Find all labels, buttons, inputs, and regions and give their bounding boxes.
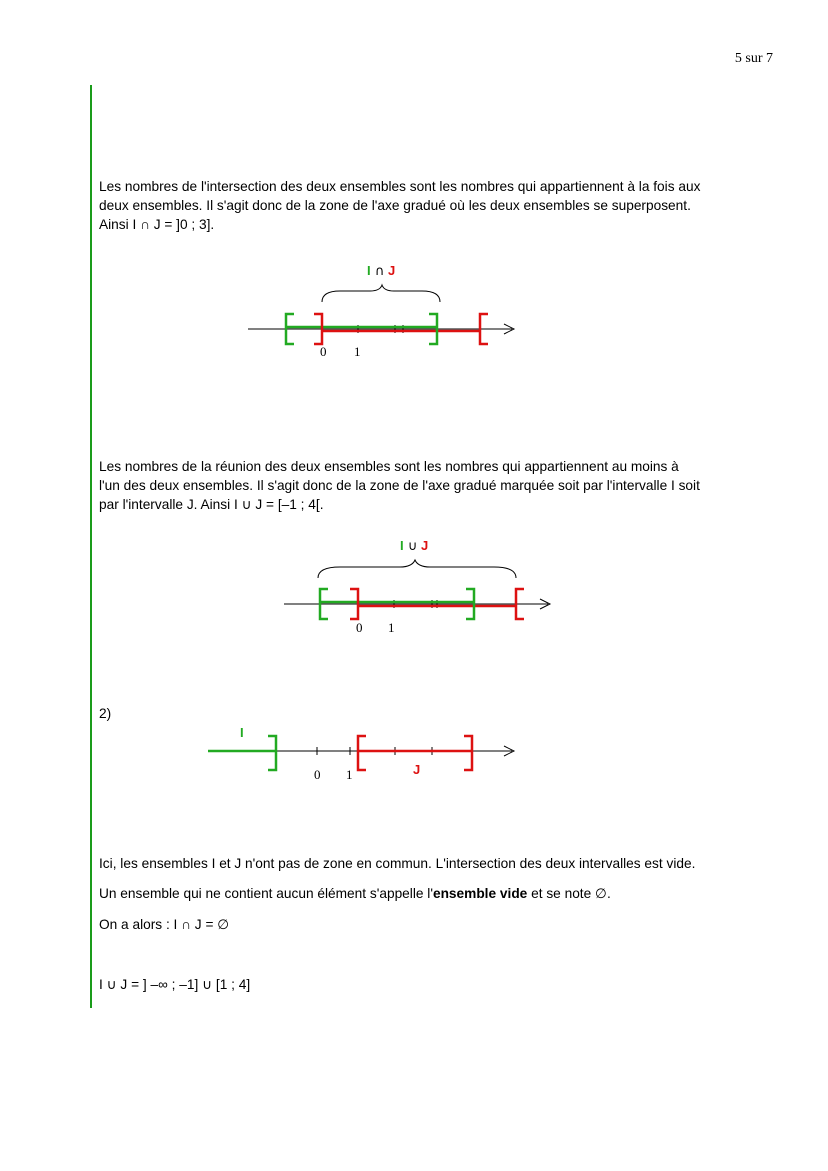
tick-label-1: 1 xyxy=(388,620,395,635)
bracket-J-right xyxy=(464,736,472,770)
definition-before: Un ensemble qui ne contient aucun élément s'appelle l' xyxy=(99,886,433,901)
tick-label-1: 1 xyxy=(354,344,361,359)
intersection-paragraph xyxy=(99,177,789,234)
bracket-I-right xyxy=(268,736,276,770)
bracket-J-left xyxy=(358,736,366,770)
tick-label-0: 0 xyxy=(320,344,327,359)
brace-label-J: J xyxy=(388,263,396,278)
tick-label-1: 1 xyxy=(346,767,353,782)
page-number: 5 sur 7 xyxy=(734,51,773,66)
empty-intersection-text: Ici, les ensembles I et J n'ont pas de zone en commun. L'intersection des deux intervalles est vide. xyxy=(99,856,696,871)
paragraph-line: Les nombres de l'intersection des deux ensembles sont les nombres qui appartiennent à la fois aux xyxy=(99,179,701,194)
brace-label-I: I xyxy=(400,538,404,553)
tick-label-0: 0 xyxy=(314,767,321,782)
tick-label-0: 0 xyxy=(356,620,363,635)
label-I: I xyxy=(240,725,244,740)
brace-label-op: ∪ xyxy=(408,539,418,554)
margin-line xyxy=(90,85,92,1008)
disjoint-intervals-figure xyxy=(200,720,530,790)
empty-set-definition xyxy=(99,886,611,902)
brace-label-J: J xyxy=(421,538,429,553)
curly-brace xyxy=(322,285,440,302)
intersection-number-line-figure xyxy=(240,255,530,365)
exercise-number: 2) xyxy=(99,706,112,721)
brace-label-op: ∩ xyxy=(375,264,385,279)
union-paragraph xyxy=(99,457,789,514)
union-number-line-figure xyxy=(280,530,570,640)
paragraph-line: par l'intervalle J. Ainsi I ∪ J = [–1 ; 4[. xyxy=(99,497,324,512)
curly-brace xyxy=(318,560,516,578)
paragraph-line: deux ensembles. Il s'agit donc de la zone de l'axe gradué où les deux ensembles se superposent. xyxy=(99,198,691,213)
paragraph-line: Les nombres de la réunion des deux ensembles sont les nombres qui appartiennent au moins à xyxy=(99,459,679,474)
definition-term: ensemble vide xyxy=(432,886,528,901)
paragraph-line: Ainsi I ∩ J = ]0 ; 3]. xyxy=(99,217,215,232)
intersection-result: On a alors : I ∩ J = ∅ xyxy=(99,917,230,932)
definition-after: et se note ∅. xyxy=(527,886,611,901)
label-J: J xyxy=(413,762,421,777)
union-result: I ∪ J = ] –∞ ; –1] ∪ [1 ; 4] xyxy=(99,977,251,992)
brace-label-I: I xyxy=(367,263,371,278)
paragraph-line: l'un des deux ensembles. Il s'agit donc de la zone de l'axe gradué marquée soit par l'intervalle I soit xyxy=(99,478,700,493)
